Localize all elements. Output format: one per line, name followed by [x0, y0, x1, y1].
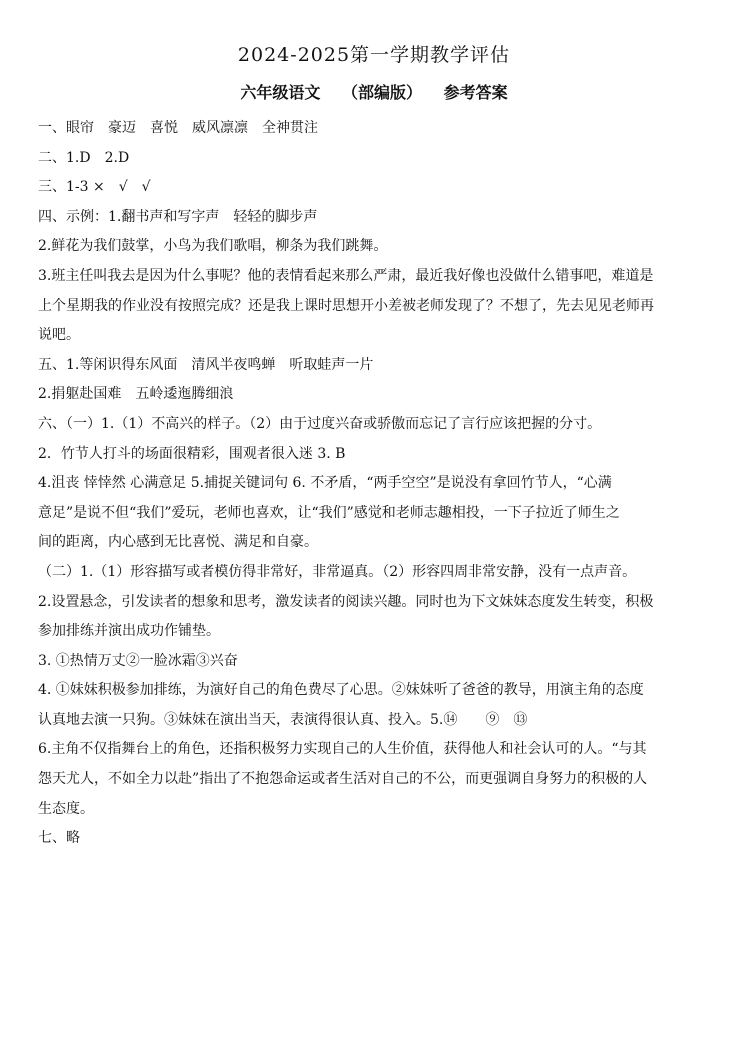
answer-line: 3.班主任叫我去是因为什么事呢？他的表情看起来那么严肃，最近我好像也没做什么错事吧，难道是 [38, 267, 654, 284]
answer-line: 一、眼帘 豪迈 喜悦 威风凛凛 全神贯注 [38, 120, 318, 136]
page-subtitle [0, 80, 748, 103]
answer-line: 六、（一）1.（1）不高兴的样子。（2）由于过度兴奋或骄傲而忘记了言行应该把握的分寸。 [38, 415, 602, 432]
answer-line: 四、示例：1.翻书声和写字声 轻轻的脚步声 [38, 208, 318, 225]
answer-line: 3. ①热情万丈②一脸冰霜③兴奋 [38, 652, 238, 669]
grade-label: 六年级语文 [240, 83, 321, 102]
answer-line: 间的距离，内心感到无比喜悦、满足和自豪。 [38, 534, 318, 551]
answer-body [38, 114, 714, 854]
answer-line: 2.鲜花为我们鼓掌，小鸟为我们歌唱，柳条为我们跳舞。 [38, 238, 388, 255]
answer-line: （二）1.（1）形容描写或者模仿得非常好，非常逼真。（2）形容四周非常安静，没有一点声音。 [38, 563, 637, 580]
answer-line: 参加排练并演出成功作铺垫。 [38, 623, 220, 640]
answer-line: 2．竹节人打斗的场面很精彩，围观者很入迷 3. B [38, 445, 346, 462]
answer-line: 怨天尤人，不如全力以赴”指出了不抱怨命运或者生活对自己的不公，而更强调自身努力的积极的人 [38, 771, 648, 788]
page-title: 2024-2025第一学期教学评估 [237, 44, 511, 66]
answer-line: 七、略 [38, 830, 80, 847]
answer-line: 说吧。 [38, 327, 80, 344]
answer-line: 2.捐躯赴国难 五岭逶迤腾细浪 [38, 386, 234, 403]
answer-line: 三、1-3 × √ √ [38, 179, 151, 196]
answer-line: 五、1.等闲识得东风面 清风半夜鸣蝉 听取蛙声一片 [38, 356, 374, 373]
answer-line: 6.主角不仅指舞台上的角色，还指积极努力实现自己的人生价值，获得他人和社会认可的人。“与其 [38, 741, 647, 758]
answer-line: 认真地去演一只狗。③妹妹在演出当天，表演得很认真、投入。5.⑭ ⑨ ⑬ [38, 711, 528, 728]
answer-line: 意足”是说不但“我们”爱玩，老师也喜欢，让“我们”感觉和老师志趣相投，一下子拉近了师生之 [38, 504, 620, 521]
answer-line: 上个星期我的作业没有按照完成？还是我上课时思想开小差被老师发现了？不想了，先去见见老师再 [38, 297, 654, 314]
answer-label: 参考答案 [443, 83, 508, 102]
answer-line: 二、1.D 2.D [38, 149, 130, 166]
answer-line: 生态度。 [38, 800, 94, 817]
answer-line: 4.沮丧 悻悻然 心满意足 5.捕捉关键词句 6. 不矛盾，“两手空空”是说没有拿回竹节人，“心满 [38, 475, 612, 492]
answer-line: 4. ①妹妹积极参加排练，为演好自己的角色费尽了心思。②妹妹听了爸爸的教导，用演主角的态度 [38, 682, 644, 699]
answer-line: 2.设置悬念，引发读者的想象和思考，激发读者的阅读兴趣。同时也为下文妹妹态度发生转变，积极 [38, 593, 654, 610]
edition-label: （部编版） [341, 83, 422, 102]
